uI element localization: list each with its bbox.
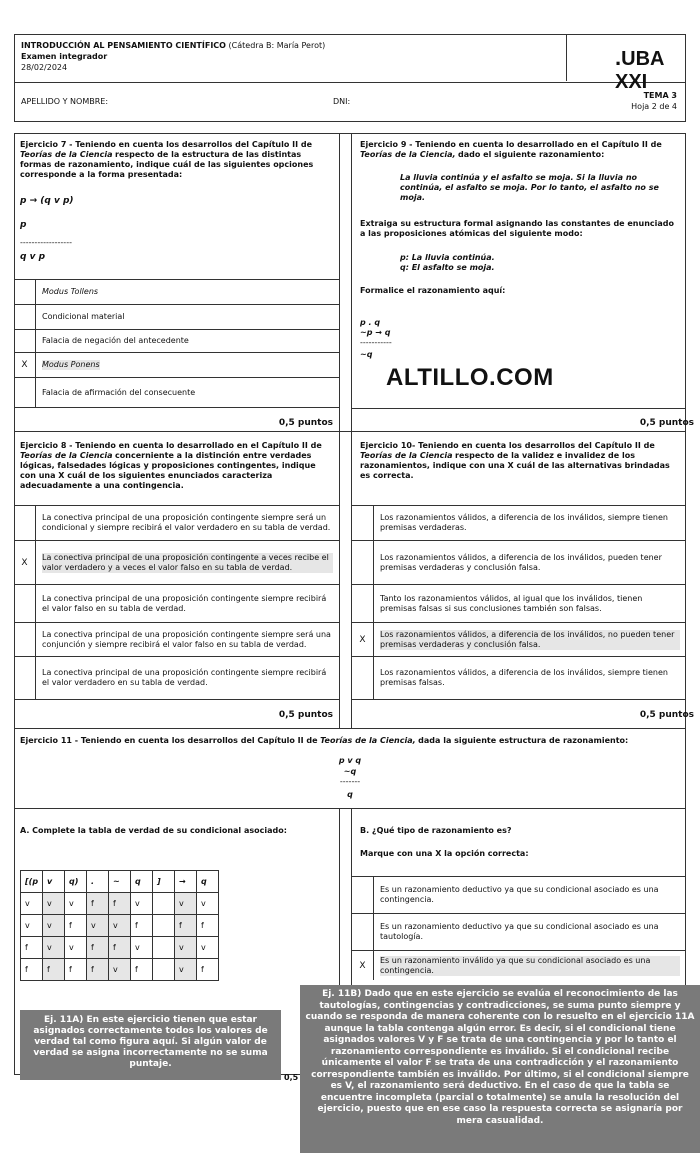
ej11-b-label: B. ¿Qué tipo de razonamiento es? xyxy=(360,826,512,835)
ej11-points-partial: 0,5 xyxy=(284,1073,299,1082)
truth-table-header: [(p v q) . ~ q ] → q xyxy=(21,871,219,893)
ej7-option[interactable]: Modus Tollens xyxy=(14,279,339,304)
header-divider xyxy=(15,82,685,83)
dni-label: DNI: xyxy=(333,97,351,106)
ej7-option-selected[interactable]: X Modus Ponens xyxy=(14,352,339,377)
ej10-points: 0,5 puntos xyxy=(639,710,694,720)
ej9-formal-4: ~q xyxy=(360,350,373,359)
ej9-p-def: p: La lluvia continúa. xyxy=(400,253,495,262)
truth-table-row: v v f v v f f f xyxy=(21,915,219,937)
course-title: INTRODUCCIÓN AL PENSAMIENTO CIENTÍFICO xyxy=(21,41,226,50)
ej9-formal-1: p . q xyxy=(360,318,381,327)
ej7-points: 0,5 puntos xyxy=(278,418,333,428)
ej7-conclusion: q v p xyxy=(20,252,46,262)
ej7-option[interactable]: Condicional material xyxy=(14,304,339,329)
ej7-premise-2: p xyxy=(20,220,27,230)
hoja-label: Hoja 2 de 4 xyxy=(631,102,677,111)
ej8-option[interactable]: La conectiva principal de una proposición contingente siempre será un condicional y siempre recibirá el valor verdadero en su tabla de verdad. xyxy=(14,505,339,540)
ej8-points: 0,5 puntos xyxy=(278,710,333,720)
ej8-option[interactable]: La conectiva principal de una proposición contingente siempre será una conjunción y siempre recibirá el valor falso en su tabla de verdad. xyxy=(14,622,339,656)
ej9-bottom-line xyxy=(352,408,686,409)
exam-type: Examen integrador xyxy=(21,52,108,61)
header-vline xyxy=(566,35,567,81)
ej11-structure-4: q xyxy=(347,790,353,799)
name-label: APELLIDO Y NOMBRE: xyxy=(21,97,109,106)
exam-header xyxy=(14,34,686,122)
ej8-option[interactable]: La conectiva principal de una proposición contingente siempre recibirá el valor falso en su tabla de verdad. xyxy=(14,584,339,622)
truth-table-row: f v v f f v v v xyxy=(21,937,219,959)
ej10-option[interactable]: Los razonamientos válidos, a diferencia de los inválidos, pueden tener premisas verdaderas y conclusión falsa. xyxy=(352,540,686,584)
ej11-structure-line: ------- xyxy=(339,777,361,786)
ej11-b-instructions: Marque con una X la opción correcta: xyxy=(360,849,529,858)
ej7-option[interactable]: Falacia de afirmación del consecuente xyxy=(14,377,339,408)
correction-note-11a: Ej. 11A) En este ejercicio tienen que estar asignados correctamente todos los valores de verdad tal como figura aquí. Si algún valor de verdad se asigna incorrectamente no se suma puntaje. xyxy=(20,1010,281,1080)
ej9-formalize-label: Formalice el razonamiento aquí: xyxy=(360,286,506,295)
ej11-option[interactable]: Es un razonamiento deductivo ya que su condicional asociado es una tautología. xyxy=(352,913,686,950)
watermark-text: ALTILLO.COM xyxy=(386,364,554,391)
ej9-formal-2: ~p → q xyxy=(360,328,391,337)
truth-table-row: v v v f f v v v xyxy=(21,893,219,915)
row-divider-2 xyxy=(14,728,686,729)
ej9-points: 0,5 puntos xyxy=(639,418,694,428)
uba-logo: .UBA XXI xyxy=(615,45,664,93)
ej10-option[interactable]: Los razonamientos válidos, a diferencia de los inválidos, siempre tienen premisas verdaderas. xyxy=(352,505,686,540)
row-divider-1 xyxy=(14,431,686,432)
ej10-option-selected[interactable]: X Los razonamientos válidos, a diferencia de los inválidos, no pueden tener premisas verdaderas y conclusión falsa. xyxy=(352,622,686,656)
truth-table-row: f f f f v f v f xyxy=(21,959,219,981)
ej8-prompt: Ejercicio 8 - Teniendo en cuenta lo desarrollado en el Capítulo II de Teorías de la Ciencia concerniente a la distinción entre verdades lógicas, falsedades lógicas y proposiciones contingentes, indique con una X cuál de los siguientes enunciados caracteriza adecuadamente a una contingencia. xyxy=(20,441,322,490)
course-chair: (Cátedra B: María Perot) xyxy=(228,41,326,50)
ej9-instructions: Extraiga su estructura formal asignando las constantes de enunciado a las proposiciones atómicas del siguiente modo: xyxy=(360,219,674,238)
ej10-option[interactable]: Tanto los razonamientos válidos, al igual que los inválidos, tienen premisas falsas si sus conclusiones también son falsas. xyxy=(352,584,686,622)
ej10-prompt: Ejercicio 10- Teniendo en cuenta los desarrollos del Capítulo II de Teorías de la Ciencia respecto de la validez e invalidez de los razonamientos, indique con una X cuál de las alternativas brindadas es correcta. xyxy=(360,441,670,480)
ej7-line: ------------------ xyxy=(20,238,72,247)
ej9-q-def: q: El asfalto se moja. xyxy=(400,263,495,272)
ej11-structure-2: ~q xyxy=(343,767,357,776)
ej9-formal-line: ----------- xyxy=(360,338,392,347)
ej8-option[interactable]: La conectiva principal de una proposición contingente siempre recibirá el valor verdadero en su tabla de verdad. xyxy=(14,656,339,700)
ej11-option[interactable]: Es un razonamiento deductivo ya que su condicional asociado es una contingencia. xyxy=(352,876,686,913)
tema-label: TEMA 3 xyxy=(643,91,677,100)
ej8-option-selected[interactable]: X La conectiva principal de una proposición contingente a veces recibe el valor verdadero y a veces el valor falso en su tabla de verdad. xyxy=(14,540,339,584)
ej11-option-selected[interactable]: X Es un razonamiento inválido ya que su condicional asociado es una contingencia. xyxy=(352,950,686,980)
ej10-option[interactable]: Los razonamientos válidos, a diferencia de los inválidos, siempre tienen premisas falsas. xyxy=(352,656,686,700)
ej9-argument: La lluvia continúa y el asfalto se moja. Si la lluvia no continúa, el asfalto se moja. Por lo tanto, el asfalto no se moja. xyxy=(400,173,659,202)
ej11-structure-1: p v q xyxy=(338,756,362,765)
ej7-prompt: Ejercicio 7 - Teniendo en cuenta los desarrollos del Capítulo II de Teorías de la Ciencia respecto de la estructura de las distintas formas de razonamiento, indique cuál de las siguientes opciones corresponde a la forma presentada: xyxy=(20,140,314,179)
ej11-prompt: Ejercicio 11 - Teniendo en cuenta los desarrollos del Capítulo II de Teorías de la Ciencia, dada la siguiente estructura de razonamiento: xyxy=(20,736,629,745)
ej7-premise-1: p → (q v p) xyxy=(20,196,74,206)
ej9-prompt: Ejercicio 9 - Teniendo en cuenta lo desarrollado en el Capítulo II de Teorías de la Ciencia, dado el siguiente razonamiento: xyxy=(360,140,662,159)
ej11-a-label: A. Complete la tabla de verdad de su condicional asociado: xyxy=(20,826,287,835)
truth-table xyxy=(20,870,219,981)
correction-note-11b: Ej. 11B) Dado que en este ejercicio se evalúa el reconocimiento de las tautologías, contingencias y contradicciones, se suma punto siempre y cuando se responda de manera coherente con lo resuelto en el ejercicio 11A aunque la tabla contenga algún error. Es decir, si el condicional tiene asignados valores V y F se trata de una contingencia y por lo tanto el razonamiento correspondiente es inválido. Si el condicional recibe únicamente el valor F se trata de una contradicción y el razonamiento correspondiente también es inválido. Por último, si el condicional siempre es V, el razonamiento será deductivo. En el caso de que la tabla se encuentre incompleta (parcial o totalmente) se anula la resolución del ejercicio, puesto que en ese caso la respuesta correcta se asignaría por mera casualidad. xyxy=(300,985,700,1153)
exam-date: 28/02/2024 xyxy=(21,63,68,72)
ej7-option[interactable]: Falacia de negación del antecedente xyxy=(14,329,339,352)
